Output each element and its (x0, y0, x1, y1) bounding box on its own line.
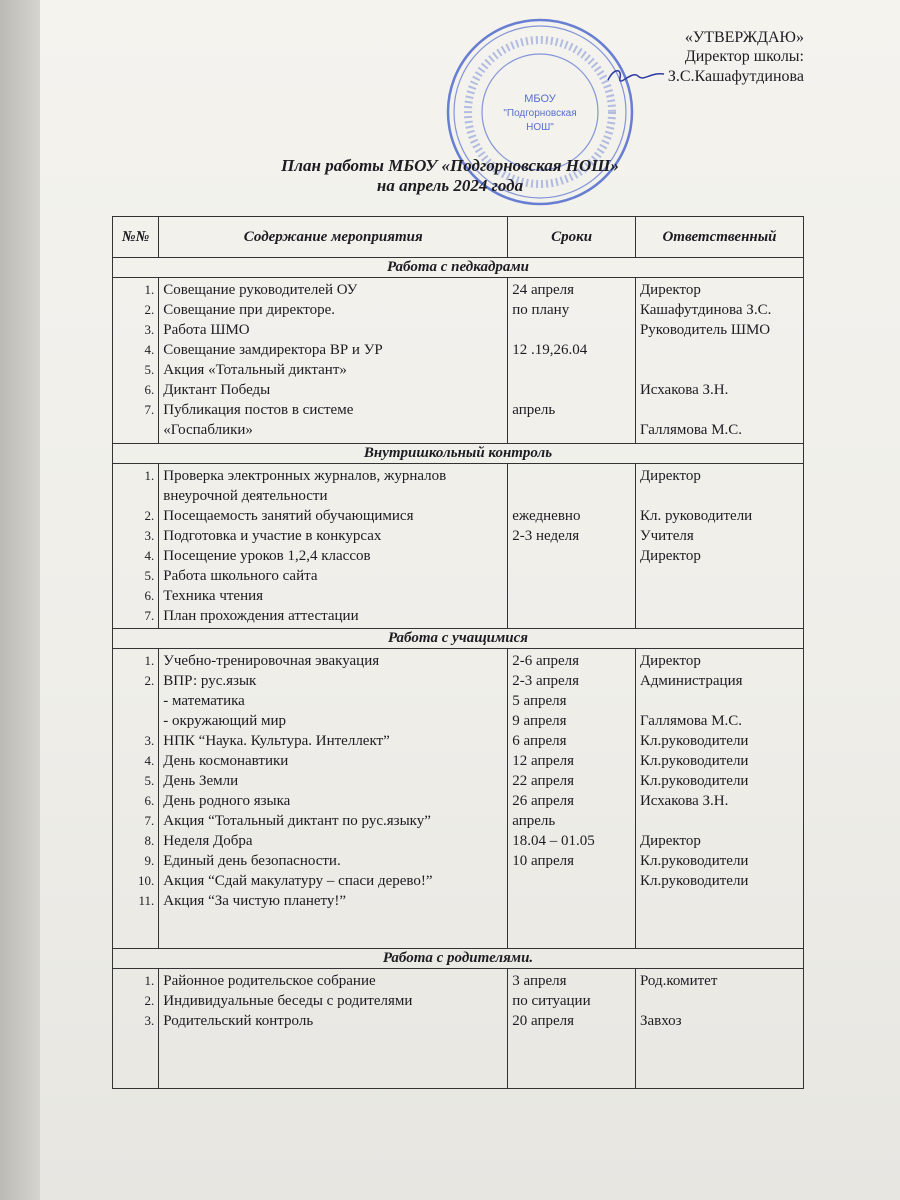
item-date (512, 891, 631, 911)
item-text: Акция «Тотальный диктант» (163, 362, 347, 378)
item-date: 9 апреля (512, 713, 567, 729)
column-items (159, 464, 508, 629)
item-date: 2-6 апреля (512, 653, 580, 669)
section-header-row (113, 444, 804, 464)
approval-block (604, 28, 804, 86)
section-header-row (113, 629, 804, 649)
item-date: 22 апреля (512, 773, 575, 789)
item-text: внеурочной деятельности (163, 488, 328, 504)
column-items (159, 969, 508, 1089)
item-text: - математика (163, 693, 245, 709)
item-responsible (640, 606, 799, 626)
item-number: 6. (144, 793, 155, 808)
item-responsible (640, 340, 799, 360)
item-responsible (640, 400, 799, 420)
item-text: Совещание руководителей ОУ (163, 282, 358, 298)
item-date (512, 360, 631, 380)
item-responsible (640, 891, 799, 911)
item-date: 6 апреля (512, 733, 567, 749)
section-title: Внутришкольный контроль (113, 444, 804, 464)
item-number: 7. (144, 608, 155, 623)
item-number: 10. (138, 873, 155, 888)
item-date: 24 апреля (512, 282, 575, 298)
item-text: Посещаемость занятий обучающимися (163, 508, 414, 524)
item-responsible: Кл.руководители (639, 773, 749, 789)
item-text: День Земли (163, 773, 239, 789)
column-responsible (635, 969, 803, 1089)
approval-signature-line (604, 66, 804, 86)
section-content-row (113, 278, 804, 444)
item-responsible: Учителя (639, 528, 694, 544)
item-date (512, 380, 631, 400)
column-nums (113, 649, 159, 949)
section-content-row (113, 969, 804, 1089)
item-number: 5. (144, 773, 155, 788)
item-date (512, 486, 631, 506)
item-date (512, 606, 631, 626)
section-header-row (113, 949, 804, 969)
item-number: 9. (144, 853, 155, 868)
item-date: по ситуации (512, 993, 591, 1009)
item-text: Акция “Тотальный диктант по рус.языку” (163, 813, 431, 829)
item-number: 8. (144, 833, 155, 848)
item-number: 3. (144, 1013, 155, 1028)
item-responsible: Администрация (639, 673, 743, 689)
item-number: 2. (144, 508, 155, 523)
item-text: Публикация постов в системе (163, 402, 354, 418)
section-title: Работа с родителями. (113, 949, 804, 969)
column-nums (113, 464, 159, 629)
item-number: 5. (144, 568, 155, 583)
item-responsible (640, 566, 799, 586)
column-dates (508, 649, 636, 949)
item-text: План прохождения аттестации (163, 608, 359, 624)
approval-heading: «УТВЕРЖДАЮ» (684, 29, 804, 46)
item-text: Родительский контроль (163, 1013, 314, 1029)
item-responsible: Галлямова М.С. (639, 713, 743, 729)
item-responsible (640, 991, 799, 1011)
item-text: Акция “За чистую планету!” (163, 893, 347, 909)
item-date: 5 апреля (512, 693, 567, 709)
item-date (512, 320, 631, 340)
item-number: 7. (144, 402, 155, 417)
column-responsible (635, 278, 803, 444)
item-responsible: Кашафутдинова З.С. (639, 302, 772, 318)
section-content-row (113, 464, 804, 629)
item-responsible (640, 691, 799, 711)
item-text: Диктант Победы (163, 382, 271, 398)
item-text: Подготовка и участие в конкурсах (163, 528, 382, 544)
section-title: Работа с учащимися (113, 629, 804, 649)
column-items (159, 278, 508, 444)
item-number: 3. (144, 322, 155, 337)
item-text: День космонавтики (163, 753, 289, 769)
item-number: 1. (144, 282, 155, 297)
item-date: 12 .19,26.04 (512, 342, 588, 358)
item-responsible: Кл. руководители (639, 508, 753, 524)
approval-position: Директор школы: (684, 48, 804, 65)
item-text: Совещание замдиректора ВР и УР (163, 342, 383, 358)
item-text: Работа школьного сайта (163, 568, 318, 584)
item-date: 12 апреля (512, 753, 575, 769)
item-number: 5. (144, 362, 155, 377)
item-number: 2. (144, 993, 155, 1008)
item-responsible: Директор (639, 282, 701, 298)
column-dates (508, 278, 636, 444)
item-date: апрель (512, 402, 556, 418)
item-text: Районное родительское собрание (163, 973, 376, 989)
item-date (512, 566, 631, 586)
item-text: Неделя Добра (163, 833, 253, 849)
item-date: 20 апреля (512, 1013, 575, 1029)
page-subtitle: на апрель 2024 года (376, 176, 524, 195)
item-number: 4. (144, 342, 155, 357)
item-number (117, 711, 154, 731)
item-responsible: Кл.руководители (639, 733, 749, 749)
item-number: 4. (144, 548, 155, 563)
item-date: ежедневно (512, 508, 581, 524)
column-dates (508, 969, 636, 1089)
page-title: План работы МБОУ «Подгорновская НОШ» (281, 156, 619, 175)
item-responsible: Исхакова З.Н. (639, 793, 729, 809)
item-number: 6. (144, 588, 155, 603)
item-text: Совещание при директоре. (163, 302, 336, 318)
item-responsible: Директор (639, 653, 701, 669)
seal-text-1: МБОУ (524, 93, 556, 105)
table-body (113, 258, 804, 1089)
item-text: Единый день безопасности. (163, 853, 341, 869)
column-nums (113, 969, 159, 1089)
item-responsible: Кл.руководители (639, 873, 749, 889)
item-responsible: Директор (639, 833, 701, 849)
item-responsible (640, 586, 799, 606)
item-responsible (640, 486, 799, 506)
item-text: Акция “Сдай макулатуру – спаси дерево!” (163, 873, 433, 889)
item-number (117, 691, 154, 711)
header-dates: Сроки (508, 217, 636, 258)
item-responsible: Руководитель ШМО (639, 322, 771, 338)
plan-table (112, 216, 804, 1089)
section-header-row (113, 258, 804, 278)
item-date: 3 апреля (512, 973, 567, 989)
item-responsible: Кл.руководители (639, 853, 749, 869)
item-responsible: Исхакова З.Н. (639, 382, 729, 398)
column-dates (508, 464, 636, 629)
seal-text-3: НОШ" (526, 122, 554, 133)
item-text: - окружающий мир (163, 713, 286, 729)
column-items (159, 649, 508, 949)
item-number: 2. (144, 302, 155, 317)
item-responsible (640, 360, 799, 380)
item-number: 3. (144, 528, 155, 543)
item-date: 2-3 неделя (512, 528, 580, 544)
column-responsible (635, 464, 803, 629)
item-date (512, 546, 631, 566)
item-date: 18.04 – 01.05 (512, 833, 595, 849)
item-number: 1. (144, 468, 155, 483)
item-text: Техника чтения (163, 588, 264, 604)
item-date: по плану (512, 302, 570, 318)
item-date (512, 466, 631, 486)
item-responsible: Род.комитет (639, 973, 718, 989)
item-text: Индивидуальные беседы с родителями (163, 993, 413, 1009)
item-date: 10 апреля (512, 853, 575, 869)
item-text: Посещение уроков 1,2,4 классов (163, 548, 371, 564)
signature-mark (604, 66, 668, 86)
header-content: Содержание мероприятия (159, 217, 508, 258)
item-number: 4. (144, 753, 155, 768)
item-number: 6. (144, 382, 155, 397)
item-number (117, 420, 154, 440)
item-date: апрель (512, 813, 556, 829)
item-responsible: Кл.руководители (639, 753, 749, 769)
item-text: Работа ШМО (163, 322, 250, 338)
item-responsible: Галлямова М.С. (639, 422, 743, 438)
item-responsible: Директор (639, 468, 701, 484)
item-text: Учебно-тренировочная эвакуация (163, 653, 380, 669)
item-text: Проверка электронных журналов, журналов (163, 468, 447, 484)
item-number: 1. (144, 653, 155, 668)
item-number: 11. (138, 893, 155, 908)
table-header-row (113, 217, 804, 258)
column-nums (113, 278, 159, 444)
director-name: З.С.Кашафутдинова (667, 68, 804, 85)
item-text: День родного языка (163, 793, 291, 809)
item-date (512, 420, 631, 440)
item-responsible: Директор (639, 548, 701, 564)
section-title: Работа с педкадрами (113, 258, 804, 278)
item-date: 26 апреля (512, 793, 575, 809)
item-text: НПК “Наука. Культура. Интеллект” (163, 733, 390, 749)
item-date: 2-3 апреля (512, 673, 580, 689)
item-date (512, 586, 631, 606)
item-number: 1. (144, 973, 155, 988)
seal-text-2: "Подгорновская (503, 108, 577, 119)
item-responsible (640, 811, 799, 831)
item-text: ВПР: рус.язык (163, 673, 257, 689)
item-number: 7. (144, 813, 155, 828)
column-responsible (635, 649, 803, 949)
item-responsible: Завхоз (639, 1013, 682, 1029)
item-date (512, 871, 631, 891)
item-number (117, 486, 154, 506)
item-number: 2. (144, 673, 155, 688)
item-number: 3. (144, 733, 155, 748)
section-content-row (113, 649, 804, 949)
item-text: «Госпаблики» (163, 422, 253, 438)
header-responsible: Ответственный (635, 217, 803, 258)
header-num: №№ (113, 217, 159, 258)
